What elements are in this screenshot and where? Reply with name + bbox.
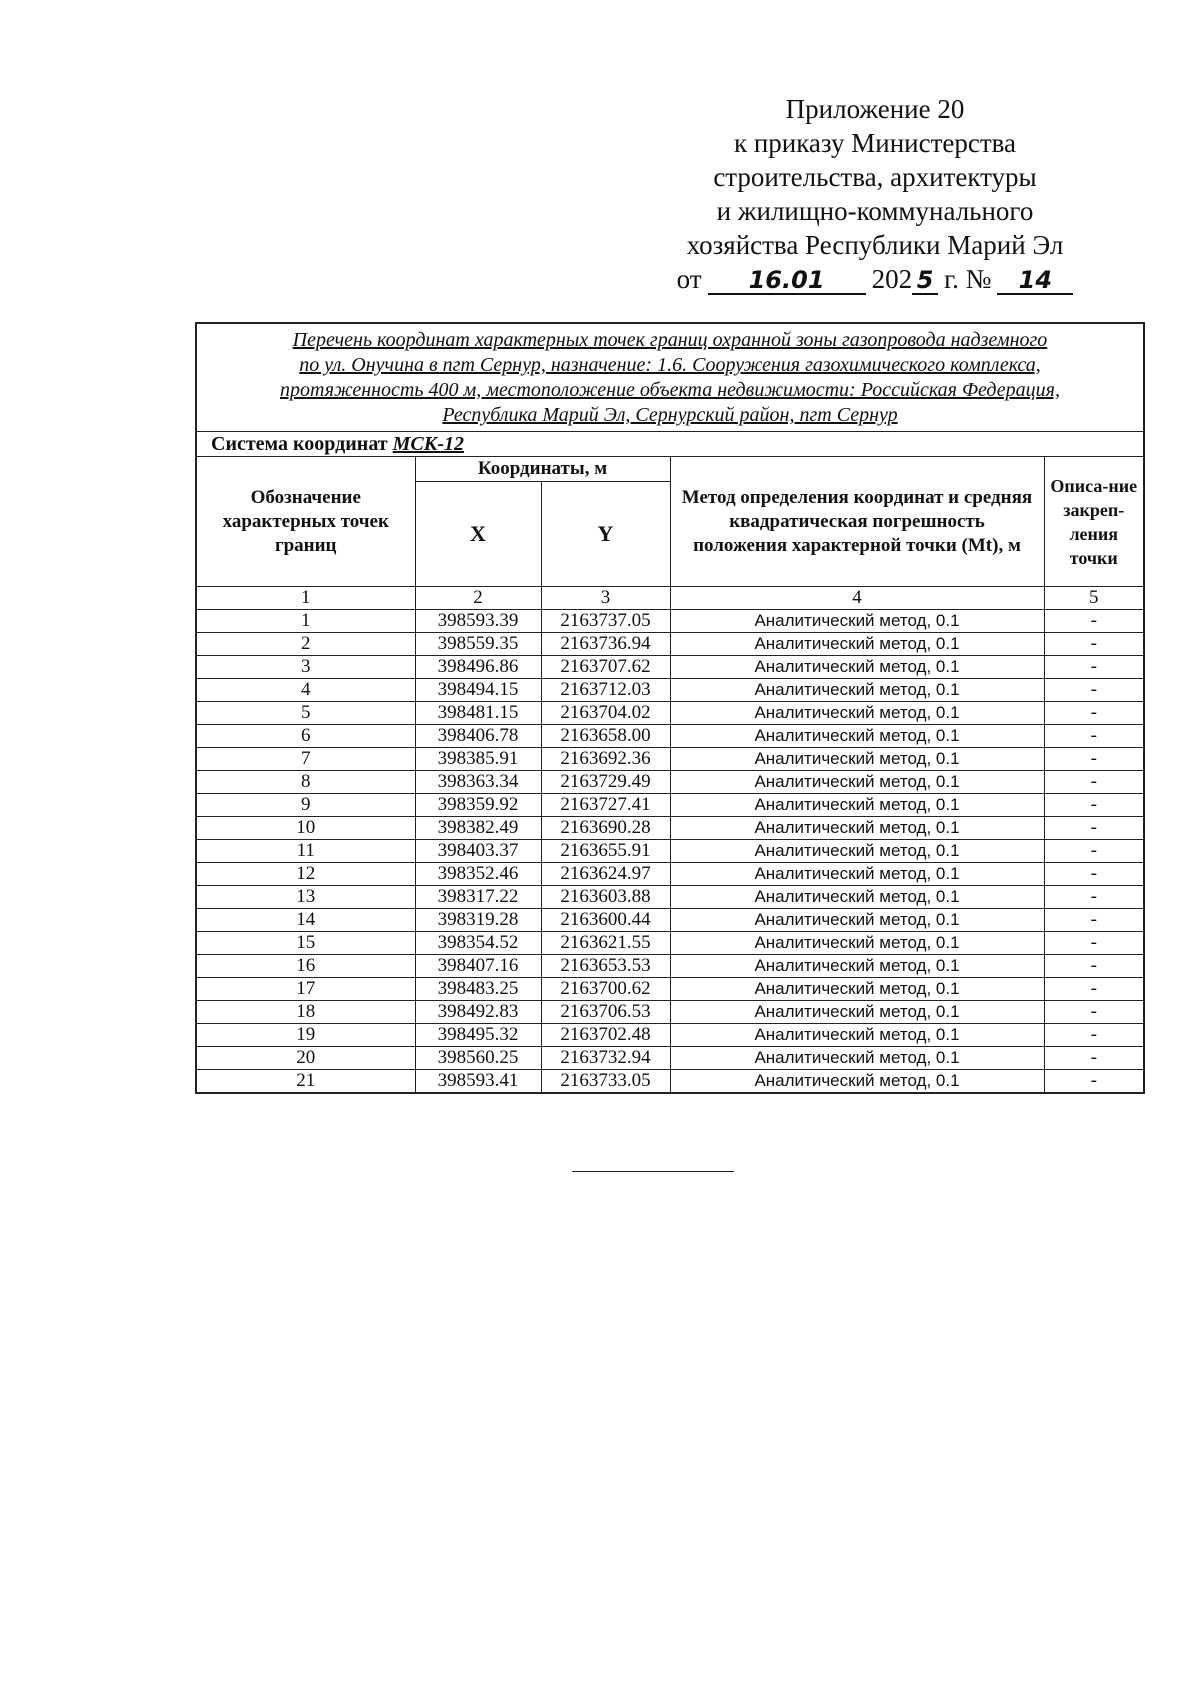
coordinate-system-label: Система координат [211, 433, 388, 455]
x-coordinate: 398317.22 [415, 886, 541, 909]
y-coordinate: 2163658.00 [541, 725, 670, 748]
table-row [196, 1070, 1144, 1094]
x-coordinate: 398352.46 [415, 863, 541, 886]
header-row-1 [196, 457, 1144, 482]
point-id: 17 [196, 978, 415, 1001]
y-coordinate: 2163700.62 [541, 978, 670, 1001]
y-coordinate: 2163600.44 [541, 909, 670, 932]
y-coordinate: 2163603.88 [541, 886, 670, 909]
x-coordinate: 398319.28 [415, 909, 541, 932]
description: - [1044, 886, 1144, 909]
table-body [196, 610, 1144, 1094]
method: Аналитический метод, 0.1 [670, 978, 1044, 1001]
table-row [196, 679, 1144, 702]
appendix-header [640, 92, 1110, 296]
description: - [1044, 840, 1144, 863]
y-coordinate: 2163733.05 [541, 1070, 670, 1094]
point-id: 4 [196, 679, 415, 702]
column-number: 4 [670, 587, 1044, 610]
table-row [196, 1047, 1144, 1070]
method: Аналитический метод, 0.1 [670, 702, 1044, 725]
y-coordinate: 2163737.05 [541, 610, 670, 633]
y-coordinate: 2163727.41 [541, 794, 670, 817]
y-coordinate: 2163653.53 [541, 955, 670, 978]
y-coordinate: 2163690.28 [541, 817, 670, 840]
x-coordinate: 398483.25 [415, 978, 541, 1001]
column-numbers-row [196, 587, 1144, 610]
x-coordinate: 398382.49 [415, 817, 541, 840]
y-coordinate: 2163704.02 [541, 702, 670, 725]
method: Аналитический метод, 0.1 [670, 1001, 1044, 1024]
table-row [196, 1001, 1144, 1024]
method: Аналитический метод, 0.1 [670, 725, 1044, 748]
description: - [1044, 633, 1144, 656]
end-divider-line [572, 1171, 734, 1172]
table-title [196, 323, 1144, 432]
description: - [1044, 748, 1144, 771]
header-line-3: строительства, архитектуры [713, 162, 1037, 192]
point-id: 9 [196, 794, 415, 817]
y-coordinate: 2163624.97 [541, 863, 670, 886]
y-coordinate: 2163692.36 [541, 748, 670, 771]
table-row [196, 817, 1144, 840]
description: - [1044, 817, 1144, 840]
header-point: Обозначение характерных точек границ [196, 457, 415, 587]
method: Аналитический метод, 0.1 [670, 794, 1044, 817]
x-coordinate: 398403.37 [415, 840, 541, 863]
header-line-4: и жилищно-коммунального [716, 196, 1034, 226]
method: Аналитический метод, 0.1 [670, 1024, 1044, 1047]
x-coordinate: 398593.39 [415, 610, 541, 633]
x-coordinate: 398559.35 [415, 633, 541, 656]
table-row [196, 702, 1144, 725]
description: - [1044, 863, 1144, 886]
coordinates-table [195, 322, 1145, 1094]
method: Аналитический метод, 0.1 [670, 817, 1044, 840]
method: Аналитический метод, 0.1 [670, 1070, 1044, 1094]
header-x: X [415, 482, 541, 587]
y-coordinate: 2163732.94 [541, 1047, 670, 1070]
description: - [1044, 1024, 1144, 1047]
description: - [1044, 909, 1144, 932]
point-id: 10 [196, 817, 415, 840]
method: Аналитический метод, 0.1 [670, 863, 1044, 886]
x-coordinate: 398354.52 [415, 932, 541, 955]
description: - [1044, 725, 1144, 748]
column-number: 1 [196, 587, 415, 610]
table-row [196, 863, 1144, 886]
x-coordinate: 398492.83 [415, 1001, 541, 1024]
x-coordinate: 398406.78 [415, 725, 541, 748]
description: - [1044, 656, 1144, 679]
header-method: Метод определения координат и средняя квадратическая погрешность положения характерной точки (Mt), м [670, 457, 1044, 587]
x-coordinate: 398359.92 [415, 794, 541, 817]
description: - [1044, 1070, 1144, 1094]
point-id: 6 [196, 725, 415, 748]
title-line-1: Перечень координат характерных точек границ охранной зоны газопровода надземного [292, 329, 1048, 351]
description: - [1044, 1001, 1144, 1024]
x-coordinate: 398593.41 [415, 1070, 541, 1094]
point-id: 16 [196, 955, 415, 978]
x-coordinate: 398363.34 [415, 771, 541, 794]
table-row [196, 633, 1144, 656]
coordinate-system-row [196, 432, 1144, 457]
method: Аналитический метод, 0.1 [670, 886, 1044, 909]
point-id: 5 [196, 702, 415, 725]
table-row [196, 610, 1144, 633]
coordinate-system-cell [196, 432, 1144, 457]
table-row [196, 840, 1144, 863]
title-row [196, 323, 1144, 432]
method: Аналитический метод, 0.1 [670, 909, 1044, 932]
point-id: 11 [196, 840, 415, 863]
column-number: 5 [1044, 587, 1144, 610]
order-date-number-line [640, 262, 1110, 296]
point-id: 8 [196, 771, 415, 794]
description: - [1044, 771, 1144, 794]
description: - [1044, 702, 1144, 725]
description: - [1044, 978, 1144, 1001]
method: Аналитический метод, 0.1 [670, 1047, 1044, 1070]
y-coordinate: 2163729.49 [541, 771, 670, 794]
y-coordinate: 2163712.03 [541, 679, 670, 702]
table-row [196, 794, 1144, 817]
method: Аналитический метод, 0.1 [670, 679, 1044, 702]
description: - [1044, 679, 1144, 702]
method: Аналитический метод, 0.1 [670, 748, 1044, 771]
header-coords: Координаты, м [415, 457, 670, 482]
title-line-4: Республика Марий Эл, Сернурский район, пгт Сернур [442, 404, 898, 426]
table-row [196, 656, 1144, 679]
point-id: 20 [196, 1047, 415, 1070]
table-row [196, 1024, 1144, 1047]
point-id: 7 [196, 748, 415, 771]
method: Аналитический метод, 0.1 [670, 633, 1044, 656]
order-prefix: от [676, 264, 702, 294]
y-coordinate: 2163621.55 [541, 932, 670, 955]
description: - [1044, 932, 1144, 955]
method: Аналитический метод, 0.1 [670, 840, 1044, 863]
x-coordinate: 398481.15 [415, 702, 541, 725]
x-coordinate: 398560.25 [415, 1047, 541, 1070]
y-coordinate: 2163736.94 [541, 633, 670, 656]
point-id: 2 [196, 633, 415, 656]
point-id: 14 [196, 909, 415, 932]
header-y: Y [541, 482, 670, 587]
table-row [196, 886, 1144, 909]
point-id: 12 [196, 863, 415, 886]
header-description: Описа-ние закреп-ления точки [1044, 457, 1144, 587]
point-id: 13 [196, 886, 415, 909]
point-id: 1 [196, 610, 415, 633]
description: - [1044, 794, 1144, 817]
method: Аналитический метод, 0.1 [670, 771, 1044, 794]
description: - [1044, 955, 1144, 978]
appendix-title: Приложение 20 [785, 94, 965, 124]
method: Аналитический метод, 0.1 [670, 610, 1044, 633]
order-year-prefix: 202 [871, 264, 913, 294]
point-id: 19 [196, 1024, 415, 1047]
y-coordinate: 2163706.53 [541, 1001, 670, 1024]
point-id: 3 [196, 656, 415, 679]
description: - [1044, 1047, 1144, 1070]
header-line-2: к приказу Министерства [733, 128, 1017, 158]
table-row [196, 978, 1144, 1001]
x-coordinate: 398495.32 [415, 1024, 541, 1047]
point-id: 18 [196, 1001, 415, 1024]
point-id: 21 [196, 1070, 415, 1094]
method: Аналитический метод, 0.1 [670, 955, 1044, 978]
table-row [196, 955, 1144, 978]
table-row [196, 748, 1144, 771]
order-date-handwritten: 16.01 [708, 267, 866, 295]
table-row [196, 909, 1144, 932]
order-number-handwritten: 14 [997, 267, 1073, 295]
column-number: 2 [415, 587, 541, 610]
title-line-2: по ул. Онучина в пгт Сернур, назначение: 1.6. Сооружения газохимического комплекса, [299, 354, 1041, 376]
coordinate-system-value: МСК-12 [392, 433, 464, 455]
method: Аналитический метод, 0.1 [670, 656, 1044, 679]
table-row [196, 725, 1144, 748]
method: Аналитический метод, 0.1 [670, 932, 1044, 955]
table-row [196, 932, 1144, 955]
x-coordinate: 398385.91 [415, 748, 541, 771]
x-coordinate: 398407.16 [415, 955, 541, 978]
column-number: 3 [541, 587, 670, 610]
x-coordinate: 398494.15 [415, 679, 541, 702]
table-row [196, 771, 1144, 794]
x-coordinate: 398496.86 [415, 656, 541, 679]
title-line-3: протяженность 400 м, местоположение объекта недвижимости: Российская Федерация, [280, 379, 1060, 401]
header-line-5: хозяйства Республики Марий Эл [686, 230, 1064, 260]
description: - [1044, 610, 1144, 633]
point-id: 15 [196, 932, 415, 955]
y-coordinate: 2163707.62 [541, 656, 670, 679]
y-coordinate: 2163702.48 [541, 1024, 670, 1047]
order-year-suffix: г. № [944, 264, 992, 294]
order-year-digit-handwritten: 5 [912, 267, 938, 295]
y-coordinate: 2163655.91 [541, 840, 670, 863]
